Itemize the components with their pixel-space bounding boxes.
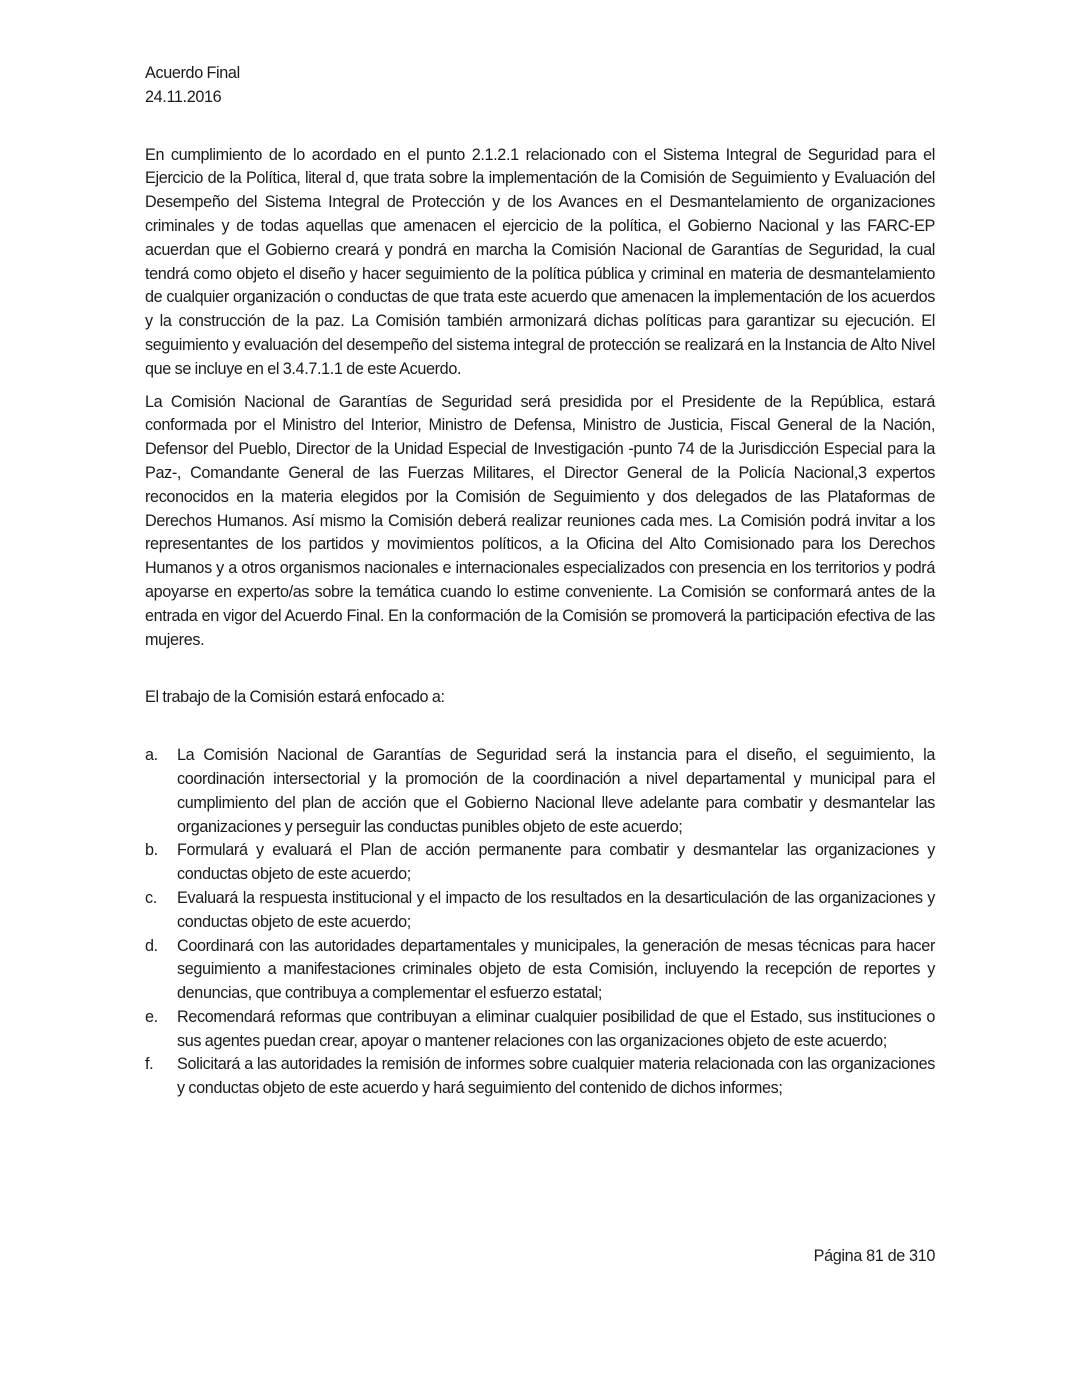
list-item [145, 744, 935, 839]
document-title: Acuerdo Final [145, 64, 240, 82]
list-item [145, 839, 935, 887]
list-intro: El trabajo de la Comisión estará enfocado a: [145, 688, 445, 707]
body-paragraph: La Comisión Nacional de Garantías de Seguridad será presidida por el Presidente de la República, estará conformada por el Ministro del Interior, Ministro de Defensa, Ministro de Justicia, Fiscal General de la Nación, Defensor del Pueblo, Director de la Unidad Especial de Investigación -punto 74 de la Jurisdicción Especial para la Paz-, Comandante General de las Fuerzas Militares, el Director General de la Policía Nacional,3 expertos reconocidos en la materia elegidos por la Comisión de Seguimiento y dos delegados de las Plataformas de Derechos Humanos. Así mismo la Comisión deberá realizar reuniones cada mes. La Comisión podrá invitar a los representantes de los partidos y movimientos políticos, a la Oficina del Alto Comisionado para los Derechos Humanos y a otros organismos nacionales e internacionales especializados con presencia en los territorios y podrá apoyarse en experto/as sobre la temática cuando lo estime conveniente. La Comisión se conformará antes de la entrada en vigor del Acuerdo Final. En la conformación de la Comisión se promoverá la participación efectiva de las mujeres. [145, 392, 935, 649]
page-header [145, 62, 935, 110]
commission-functions-list [145, 744, 935, 1101]
list-marker: a. [145, 746, 158, 765]
list-item-text: Coordinará con las autoridades departamentales y municipales, la generación de mesas técnicas para hacer seguimiento a manifestaciones criminales objeto de esta Comisión, incluyendo la recepción de reportes y denuncias, que contribuya a complementar el esfuerzo estatal; [177, 936, 935, 1003]
list-marker: d. [145, 936, 158, 955]
list-item-text: Formulará y evaluará el Plan de acción permanente para combatir y desmantelar las organizaciones y conductas objeto de este acuerdo; [177, 841, 935, 884]
list-item [145, 887, 935, 935]
page-number: Página 81 de 310 [813, 1247, 935, 1265]
list-item-text: Recomendará reformas que contribuyan a eliminar cualquier posibilidad de que el Estado, sus instituciones o sus agentes puedan crear, apoyar o mantener relaciones con las organizaciones objeto de este acuerdo; [177, 1007, 935, 1050]
list-marker: c. [145, 888, 157, 907]
list-item [145, 935, 935, 1006]
body-paragraph: En cumplimiento de lo acordado en el punto 2.1.2.1 relacionado con el Sistema Integral de Seguridad para el Ejercicio de la Política, literal d, que trata sobre la implementación de la Comisión de Seguimiento y Evaluación del Desempeño del Sistema Integral de Protección y de los Avances en el Desmantelamiento de organizaciones criminales y de todas aquellas que amenacen el ejercicio de la política, el Gobierno Nacional y las FARC-EP acuerdan que el Gobierno creará y pondrá en marcha la Comisión Nacional de Garantías de Seguridad, la cual tendrá como objeto el diseño y hacer seguimiento de la política pública y criminal en materia de desmantelamiento de cualquier organización o conductas de que trata este acuerdo que amenacen la implementación de los acuerdos y la construcción de la paz. La Comisión también armonizará dichas políticas para garantizar su ejecución. El seguimiento y evaluación del desempeño del sistema integral de protección se realizará en la Instancia de Alto Nivel que se incluye en el 3.4.7.1.1 de este Acuerdo. [145, 145, 935, 378]
list-item-text: Solicitará a las autoridades la remisión de informes sobre cualquier materia relacionada con las organizaciones y conductas objeto de este acuerdo y hará seguimiento del contenido de dichos informes; [177, 1055, 935, 1098]
list-marker: e. [145, 1007, 158, 1026]
list-item-text: Evaluará la respuesta institucional y el impacto de los resultados en la desarticulación de las organizaciones y conductas objeto de este acuerdo; [177, 888, 935, 931]
document-date: 24.11.2016 [145, 87, 222, 106]
page-footer [145, 1245, 935, 1269]
list-item [145, 1053, 935, 1101]
list-item-text: La Comisión Nacional de Garantías de Seguridad será la instancia para el diseño, el seguimiento, la coordinación intersectorial y la promoción de la coordinación a nivel departamental y municipal para el cumplimiento del plan de acción que el Gobierno Nacional lleve adelante para combatir y desmantelar las organizaciones y perseguir las conductas punibles objeto de este acuerdo; [177, 746, 935, 836]
document-page [145, 62, 935, 1101]
list-marker: f. [145, 1055, 154, 1074]
list-marker: b. [145, 841, 158, 860]
list-item [145, 1006, 935, 1054]
